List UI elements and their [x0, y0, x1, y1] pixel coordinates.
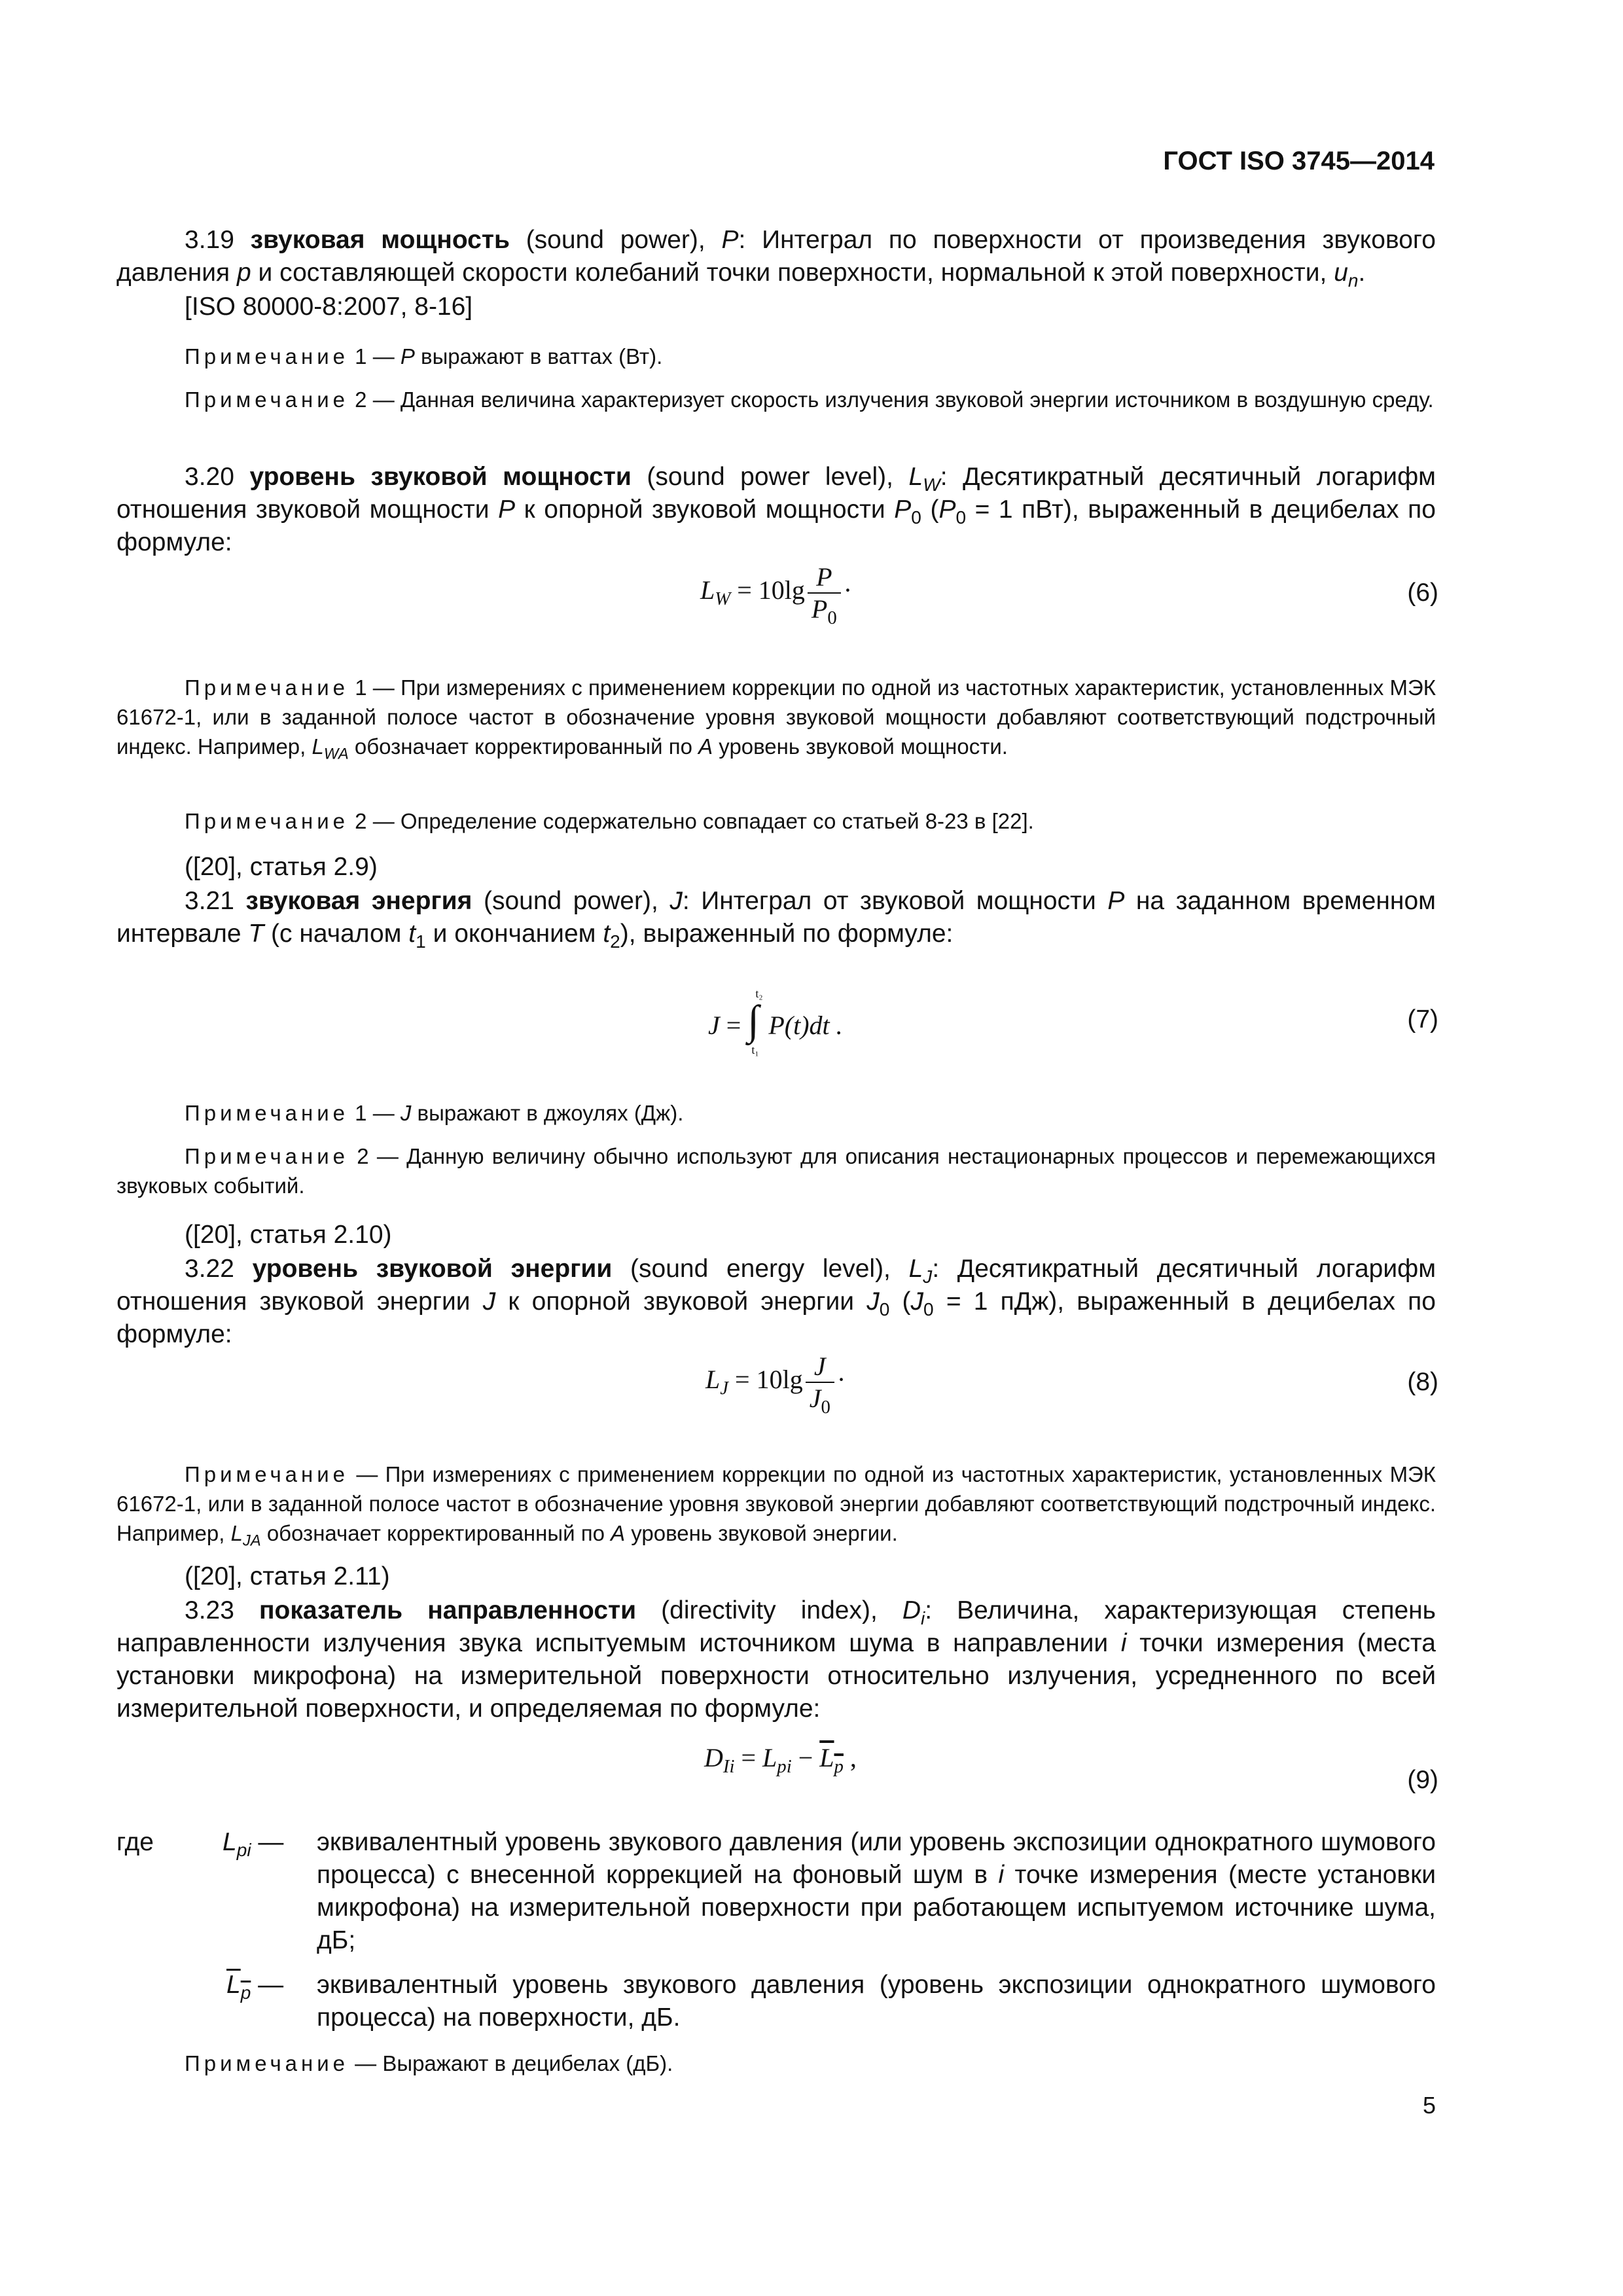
note-3-20-1: Примечание 1 — При измерениях с применением коррекции по одной из частотных характеристик, установленных МЭК 61672-1, или в заданной полосе частот в обозначение уровня звуковой мощности добавляют соответствующий подстрочный индекс. Например, $L_{WA}$ обозначает корректированный по А уровень звуковой мощности.: [116, 675, 1436, 763]
note-3-21-1: Примечание 1 — J выражают в джоулях (Дж).: [185, 1101, 684, 1125]
note-3-19-2: Примечание 2 — Данная величина характеризует скорость излучения звуковой энергии источником в воздушную среду.: [185, 387, 1434, 412]
def-lp-symbol: $L_p$ —: [226, 1971, 284, 2003]
note-3-22: Примечание — При измерениях с применением коррекции по одной из частотных характеристик, установленных МЭК 61672-1, или в заданной полосе частот в обозначение уровня звуковой энергии добавляют соответствующий подстрочный индекс. Например, $L_{JA}$ обозначает корректированный по А уровень звуковой энергии.: [116, 1462, 1436, 1550]
note-3-19-1: Примечание 1 — P выражают в ваттах (Вт).: [185, 344, 663, 368]
page-number: 5: [1422, 2092, 1436, 2119]
term-sound-energy-level: уровень звуковой энергии: [252, 1255, 613, 1283]
def-lpi-symbol: $L_{pi}$ —: [223, 1828, 284, 1860]
reference-iso: [ISO 80000-8:2007, 8-16]: [185, 293, 473, 321]
note-3-20-2: Примечание 2 — Определение содержательно совпадает со статьей 8-23 в [22].: [185, 809, 1034, 833]
source-3-21: ([20], статья 2.10): [185, 1221, 392, 1249]
source-3-22: ([20], статья 2.11): [185, 1562, 390, 1590]
formula-number-7: (7): [1407, 1005, 1438, 1033]
formula-number-6: (6): [1407, 579, 1438, 607]
formula-number-8: (8): [1407, 1368, 1438, 1396]
section-3-22: 3.22 уровень звуковой энергии (sound energy level), $L_J$: Десятикратный десятичный логарифм отношения звуковой энергии J к опорной звуковой энергии $J_0$ ($J_0 = 1$ пДж), выраженный в децибелах по формуле:: [116, 1255, 1436, 1348]
source-3-20: ([20], статья 2.9): [185, 853, 378, 881]
section-3-23: 3.23 показатель направленности (directivity index), $D_i$: Величина, характеризующая степень направленности излучения звука испытуемым источником шума в направлении i точки измерения (места установки микрофона) на измерительной поверхности относительно излучения, усредненного по всей измерительной поверхности, и определяемая по формуле:: [116, 1596, 1436, 1723]
section-3-21: 3.21 звуковая энергия (sound power), J: Интеграл от звуковой мощности P на заданном временном интервале T (с началом $t_1$ и окончанием $t_2$), выраженный по формуле:: [116, 887, 1436, 952]
where-label: где: [116, 1828, 154, 1856]
formula-6: $L_W = 10\lg$ $\frac{P}{P_0}$ ·: [700, 562, 853, 628]
section-3-19: 3.19 звуковая мощность (sound power), P: Интеграл по поверхности от произведения звукового давления p и составляющей скорости колебаний точки поверхности, нормальной к этой поверхности, $u_n$.: [116, 226, 1436, 291]
term-sound-power: звуковая мощность: [250, 226, 510, 254]
term-sound-power-level: уровень звуковой мощности: [249, 463, 632, 491]
term-directivity-index: показатель направленности: [259, 1596, 637, 1624]
formula-number-9: (9): [1407, 1766, 1438, 1794]
formula-7: J = ∫ t₂ t₁ P(t)dt .: [708, 987, 843, 1056]
formula-9: $D_{Ii} = L_{pi} - L_p$ ,: [704, 1743, 857, 1777]
note-3-21-2: Примечание 2 — Данную величину обычно используют для описания нестационарных процессов и перемежающихся звуковых событий.: [116, 1144, 1436, 1198]
formula-8: $L_J = 10\lg$ $\frac{J}{J_0}$ ·: [705, 1352, 846, 1418]
section-3-20: 3.20 уровень звуковой мощности (sound power level), $L_W$: Десятикратный десятичный логарифм отношения звуковой мощности P к опорной звуковой мощности $P_0$ ($P_0 = 1$ пВт), выраженный в децибелах по формуле:: [116, 463, 1436, 556]
def-lpi-text: эквивалентный уровень звукового давления (или уровень экспозиции однократного шумового процесса) с внесенной коррекцией на фоновый шум в i точке измерения (месте установки микрофона) на измерительной поверхности при работающем испытуемом источнике шума, дБ;: [317, 1828, 1436, 1954]
note-3-23: Примечание — Выражают в децибелах (дБ).: [185, 2051, 673, 2075]
term-sound-energy: звуковая энергия: [245, 887, 473, 915]
def-lp-text: эквивалентный уровень звукового давления (уровень экспозиции однократного шумового процесса) на поверхности, дБ.: [317, 1971, 1436, 2032]
document-id-header: ГОСТ ISO 3745—2014: [1163, 147, 1435, 175]
